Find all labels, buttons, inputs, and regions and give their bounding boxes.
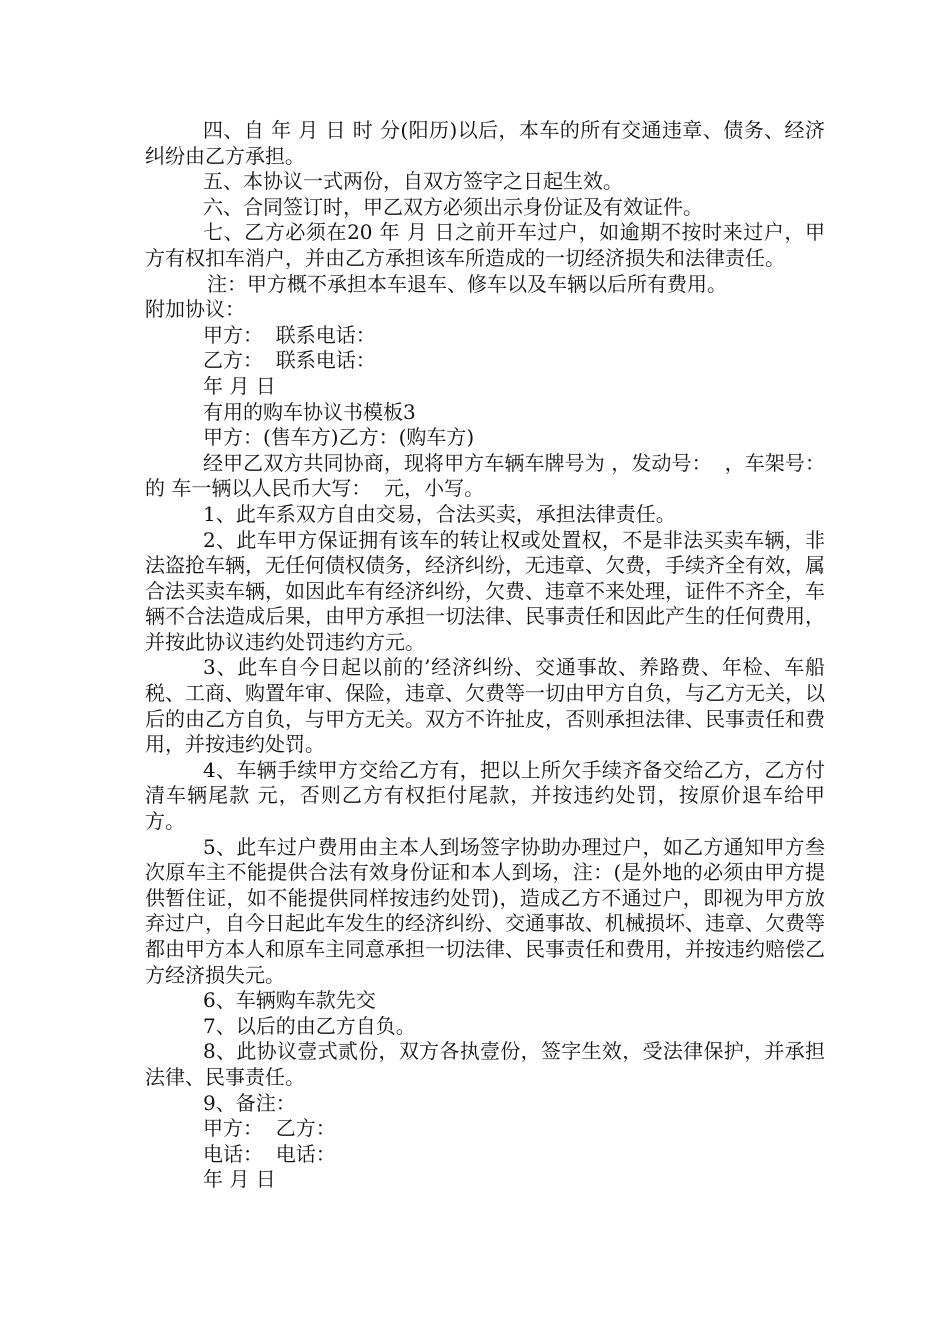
term-9-remarks: 9、备注： bbox=[203, 1090, 296, 1115]
signature-date-line: 年 月 日 bbox=[203, 1167, 276, 1192]
date-line: 年 月 日 bbox=[203, 373, 276, 398]
parties-line: 甲方：(售车方)乙方：(购车方) bbox=[203, 425, 475, 450]
clause-5-paragraph: 五、本协议一式两份，自双方签字之日起生效。 bbox=[203, 169, 623, 194]
supplementary-agreement-heading: 附加协议： bbox=[145, 297, 245, 322]
term-7-paragraph: 7、以后的由乙方自负。 bbox=[203, 1013, 416, 1038]
term-6-paragraph: 6、车辆购车款先交 bbox=[203, 988, 376, 1013]
term-2-paragraph: 2、此车甲方保证拥有该车的转让权或处置权，不是非法买卖车辆，非法盗抢车辆，无任何债权债务，经济纠纷，无违章、欠费，手续齐全有效，属合法买卖车辆，如因此车有经济纠纷，欠费、违章不来处理，证件不齐全，车辆不合法造成后果，由甲方承担一切法律、民事责任和因此产生的任何费用，并按此协议违约处罚违约方元。 bbox=[145, 527, 825, 654]
term-3-paragraph: 3、此车自今日起以前的’经济纠纷、交通事故、养路费、年检、车船税、工商、购置年审、保险，违章、欠费等一切由甲方自负，与乙方无关，以后的由乙方自负，与甲方无关。双方不许扯皮，否则承担法律、民事责任和费用，并按违约处罚。 bbox=[145, 655, 825, 757]
document-body bbox=[145, 118, 838, 1193]
party-a-contact-line: 甲方： 联系电话： bbox=[203, 322, 376, 347]
clause-6-paragraph: 六、合同签订时，甲乙双方必须出示身份证及有效证件。 bbox=[203, 194, 703, 219]
clause-7-paragraph: 七、乙方必须在20 年 月 日之前开车过户，如逾期不按时来过户，甲方有权扣车消户，并由乙方承担该车所造成的一切经济损失和法律责任。 bbox=[145, 220, 825, 270]
term-8-paragraph: 8、此协议壹式贰份，双方各执壹份，签字生效，受法律保护，并承担法律、民事责任。 bbox=[145, 1039, 825, 1089]
clause-4-paragraph: 四、自 年 月 日 时 分(阳历)以后，本车的所有交通违章、债务、经济纠纷由乙方承担。 bbox=[145, 118, 825, 168]
template-title: 有用的购车协议书模板3 bbox=[203, 399, 416, 424]
term-4-paragraph: 4、车辆手续甲方交给乙方有，把以上所欠手续齐备交给乙方，乙方付清车辆尾款 元，否则乙方有权拒付尾款，并按违约处罚，按原价退车给甲方。 bbox=[145, 757, 825, 834]
signature-parties-line: 甲方： 乙方： bbox=[203, 1116, 336, 1141]
intro-paragraph: 经甲乙双方共同协商，现将甲方车辆车牌号为 ，发动号： ，车架号： 的 车一辆以人民币大写： 元，小写。 bbox=[145, 450, 838, 501]
party-b-contact-line: 乙方： 联系电话： bbox=[203, 348, 376, 373]
term-5-paragraph: 5、此车过户费用由主本人到场签字协助办理过户，如乙方通知甲方叁次原车主不能提供合法有效身份证和本人到场，注：(是外地的必须由甲方提供暂住证，如不能提供同样按违约处罚)，造成乙方不通过户，即视为甲方放弃过户，自今日起此车发生的经济纠纷、交通事故、机械损坏、违章、欠费等都由甲方本人和原车主同意承担一切法律、民事责任和费用，并按违约赔偿乙方经济损失元。 bbox=[145, 834, 825, 987]
term-1-paragraph: 1、此车系双方自由交易，合法买卖，承担法律责任。 bbox=[203, 501, 676, 526]
signature-phone-line: 电话： 电话： bbox=[203, 1141, 336, 1166]
note-paragraph: 注：甲方概不承担本车退车、修车以及车辆以后所有费用。 bbox=[207, 271, 727, 296]
